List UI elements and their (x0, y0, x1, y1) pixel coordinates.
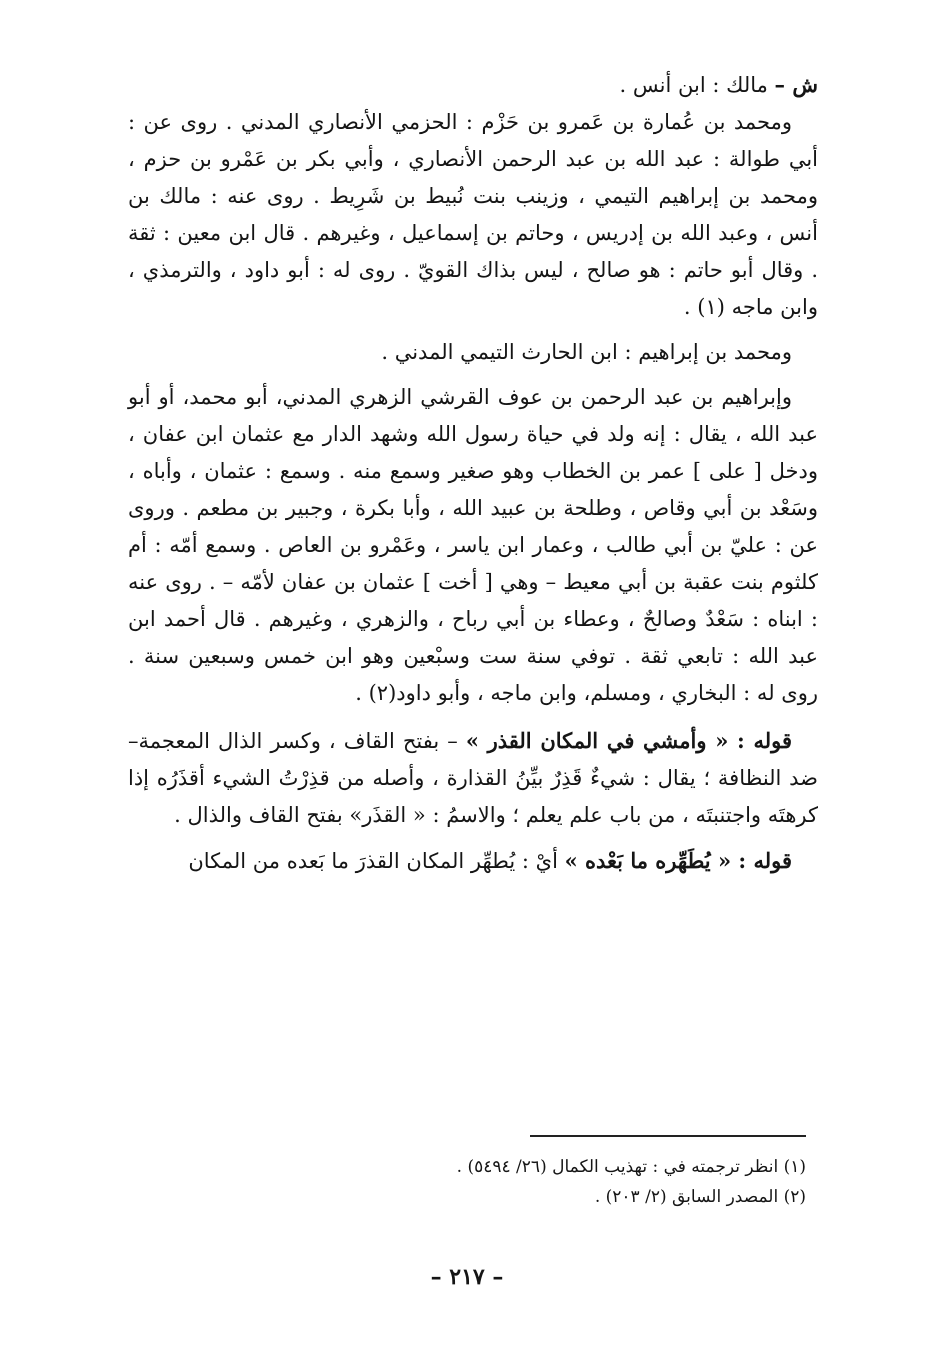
page-number: – ٢١٧ – (430, 1264, 504, 1290)
paragraph-yutahhiruhu (128, 842, 818, 880)
paragraph-qadhar (128, 722, 818, 834)
paragraph-text: – بفتح القاف ، وكسر الذال المعجمة– ضد النظافة ؛ يقال : شيءٌ قَذِرٌ بيِّنُ القذارة ، وأصله من قذِرْتُ الشيء أقذَرُه إذا كرهتَه واجتنبتَه ، من باب علم يعلم ؛ والاسمُ : « القذَر» بفتح القاف والذال . (128, 729, 818, 827)
paragraph-muhammad-ibn-umara (128, 104, 818, 326)
paragraph-text: وإبراهيم بن عبد الرحمن بن عوف القرشي الزهري المدني، أبو محمد، أو أبو عبد الله ، يقال : إنه ولد في حياة رسول الله وشهد الدار مع عثمان ابن عفان ، ودخل [ على ] عمر بن الخطاب وهو صغير وسمع منه . وسمع : عثمان ، وأباه ، وسَعْد بن أبي وقاص ، وطلحة بن عبيد الله ، وأبا بكرة ، وجبير بن مطعم . وروى عن : عليّ بن أبي طالب ، وعمار ابن ياسر ، وعَمْرو بن العاص . وسمع أمّه : أم كلثوم بنت عقبة بن أبي معيط – وهي [ أخت ] عثمان بن عفان لأمّه – . روى عنه : ابناه : سَعْدٌ وصالحٌ ، وعطاء بن أبي رباح ، والزهري ، وغيرهم . قال أحمد ابن عبد الله : تابعي ثقة . توفي سنة ست وسبْعين وهو ابن خمس وسبعين سنة . روى له : البخاري ، ومسلم، وابن ماجه ، وأبو داود(٢) . (128, 385, 818, 705)
footnote-2: (٢) المصدر السابق (٢/ ٢٠٣) . (594, 1187, 806, 1207)
paragraph-text: مالك : ابن أنس . (619, 73, 775, 97)
footnote-divider (530, 1135, 806, 1137)
paragraph-text: ومحمد بن إبراهيم : ابن الحارث التيمي المدني . (381, 340, 792, 364)
quote-heading: قوله : « يُطَهِّره ما بَعْده » (564, 848, 792, 873)
paragraph-muhammad-ibn-ibrahim (128, 334, 818, 371)
paragraph-text: أيْ : يُطهِّر المكان القذرَ ما بَعده من المكان (188, 849, 565, 873)
paragraph-malik (128, 66, 818, 104)
footnote-1: (١) انظر ترجمته في : تهذيب الكمال (٢٦/ ٥٤٩٤) . (456, 1157, 806, 1177)
quote-heading: قوله : « وأمشي في المكان القذر » (465, 728, 792, 753)
paragraph-ibrahim-ibn-abd-al-rahman (128, 379, 818, 712)
paragraph-text: ومحمد بن عُمارة بن عَمرو بن حَزْم : الحزمي الأنصاري المدني . روى عن : أبي طوالة : عبد الله بن عبد الرحمن الأنصاري ، وأبي بكر بن عَمْرو بن حزم ، ومحمد بن إبراهيم التيمي ، وزينب بنت نُبيط بن شَرِيط . روى عنه : مالك بن أنس ، وعبد الله بن إدريس ، وحاتم بن إسماعيل ، وغيرهم . قال ابن معين : ثقة . وقال أبو حاتم : هو صالح ، ليس بذاك القويّ . روى له : أبو داود ، والترمذي ، وابن ماجه (١) . (128, 110, 818, 319)
page-body (128, 66, 818, 880)
footnotes (330, 1152, 806, 1212)
sharh-marker: ش – (774, 72, 818, 97)
